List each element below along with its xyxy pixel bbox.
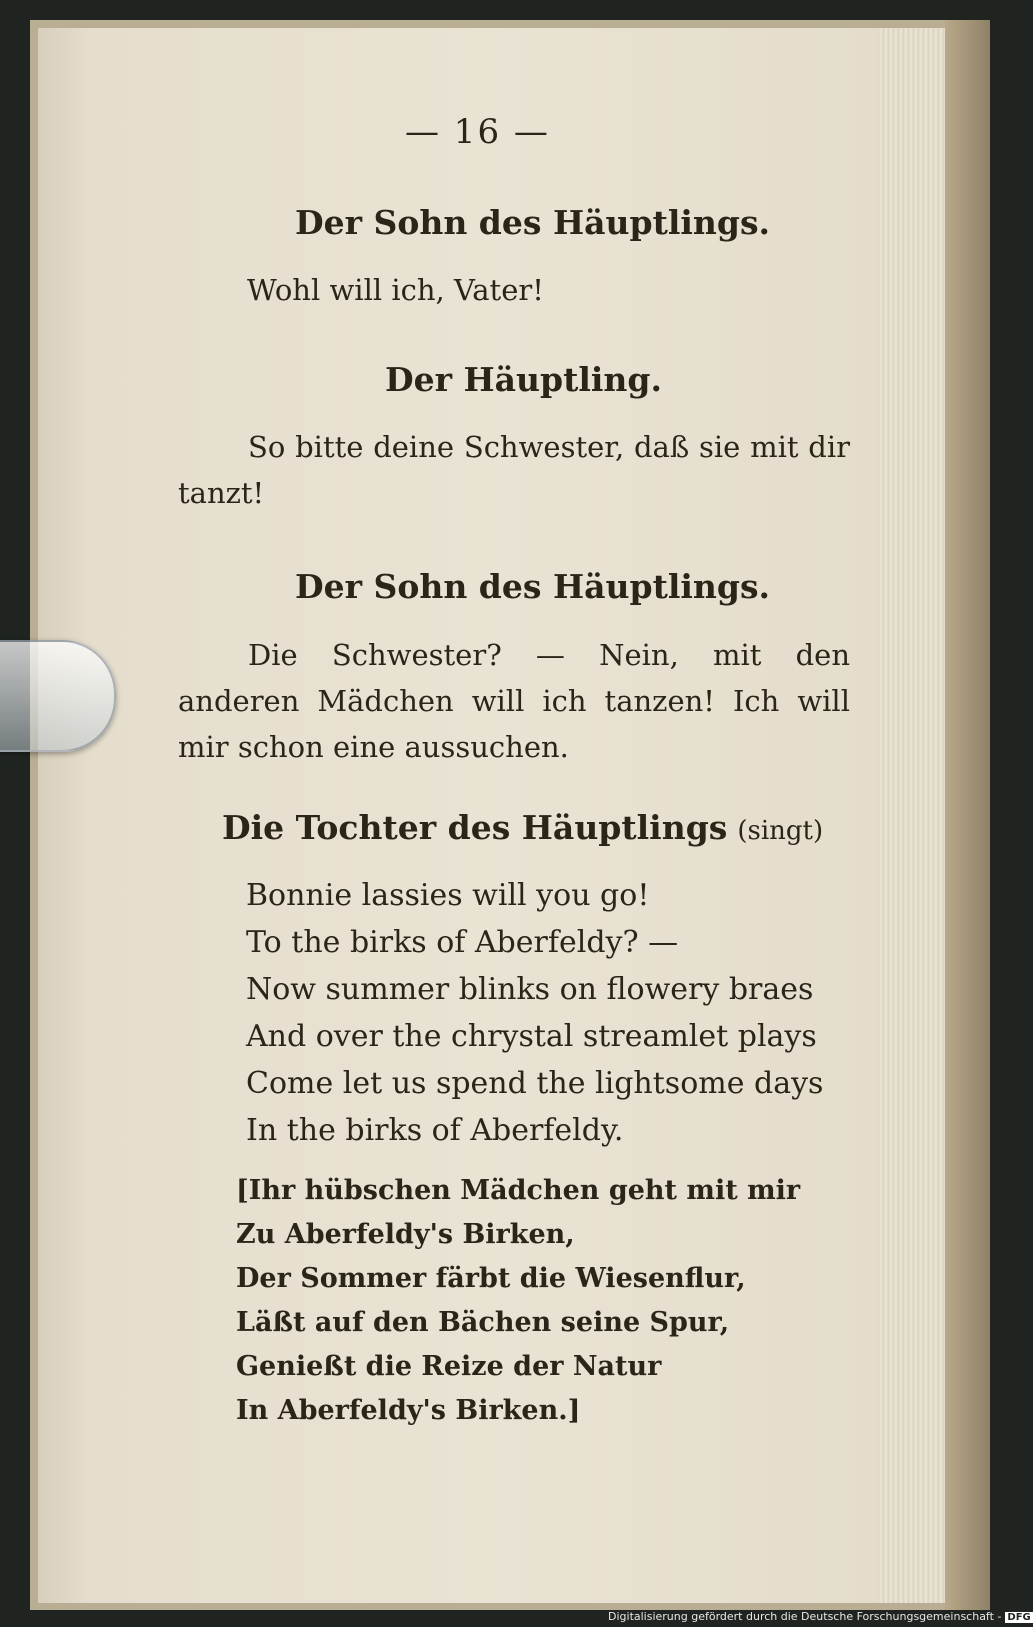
page-edges xyxy=(880,28,950,1603)
verse-line: Now summer blinks on flowery braes xyxy=(246,972,814,1007)
verse-line: To the birks of Aberfeldy? — xyxy=(246,925,679,960)
verse-line: Der Sommer färbt die Wiesenflur, xyxy=(236,1263,746,1294)
song-english xyxy=(246,872,823,1154)
binding-shadow xyxy=(945,20,990,1610)
speaker-heading-with-direction xyxy=(222,808,823,847)
funding-credit xyxy=(608,1610,1033,1623)
verse-line: Genießt die Reize der Natur xyxy=(236,1351,662,1382)
verse-line: Läßt auf den Bächen seine Spur, xyxy=(236,1307,730,1338)
speaker-heading: Der Häuptling. xyxy=(385,360,662,399)
page-number: — 16 — xyxy=(405,112,550,152)
verse-line: In Aberfeldy's Birken.] xyxy=(236,1395,581,1426)
dialogue-paragraph: So bitte deine Schwester, daß sie mit dir tanzt! xyxy=(178,430,850,510)
verse-line: Come let us spend the lightsome days xyxy=(246,1066,824,1101)
verse-line: And over the chrystal streamlet plays xyxy=(246,1019,817,1054)
verse-line: Bonnie lassies will you go! xyxy=(246,878,650,913)
verse-line: In the birks of Aberfeldy. xyxy=(246,1113,624,1148)
dialogue-line: Wohl will ich, Vater! xyxy=(247,273,544,307)
dialogue-paragraph: Die Schwester? — Nein, mit den anderen Mädchen will ich tanzen! Ich will mir schon eine aussuchen. xyxy=(178,638,850,764)
speaker-heading: Der Sohn des Häuptlings. xyxy=(295,203,771,242)
song-german-translation xyxy=(236,1169,800,1433)
page-clip xyxy=(0,640,116,752)
credit-text: Digitalisierung gefördert durch die Deutsche Forschungsgemeinschaft - xyxy=(608,1610,1002,1623)
verse-line: Zu Aberfeldy's Birken, xyxy=(236,1219,575,1250)
stage-direction: (singt) xyxy=(737,816,824,846)
speaker-heading: Der Sohn des Häuptlings. xyxy=(295,567,771,606)
speaker-name: Die Tochter des Häuptlings xyxy=(222,808,728,847)
verse-line: [Ihr hübschen Mädchen geht mit mir xyxy=(236,1175,801,1206)
dfg-logo: DFG xyxy=(1007,1612,1031,1623)
